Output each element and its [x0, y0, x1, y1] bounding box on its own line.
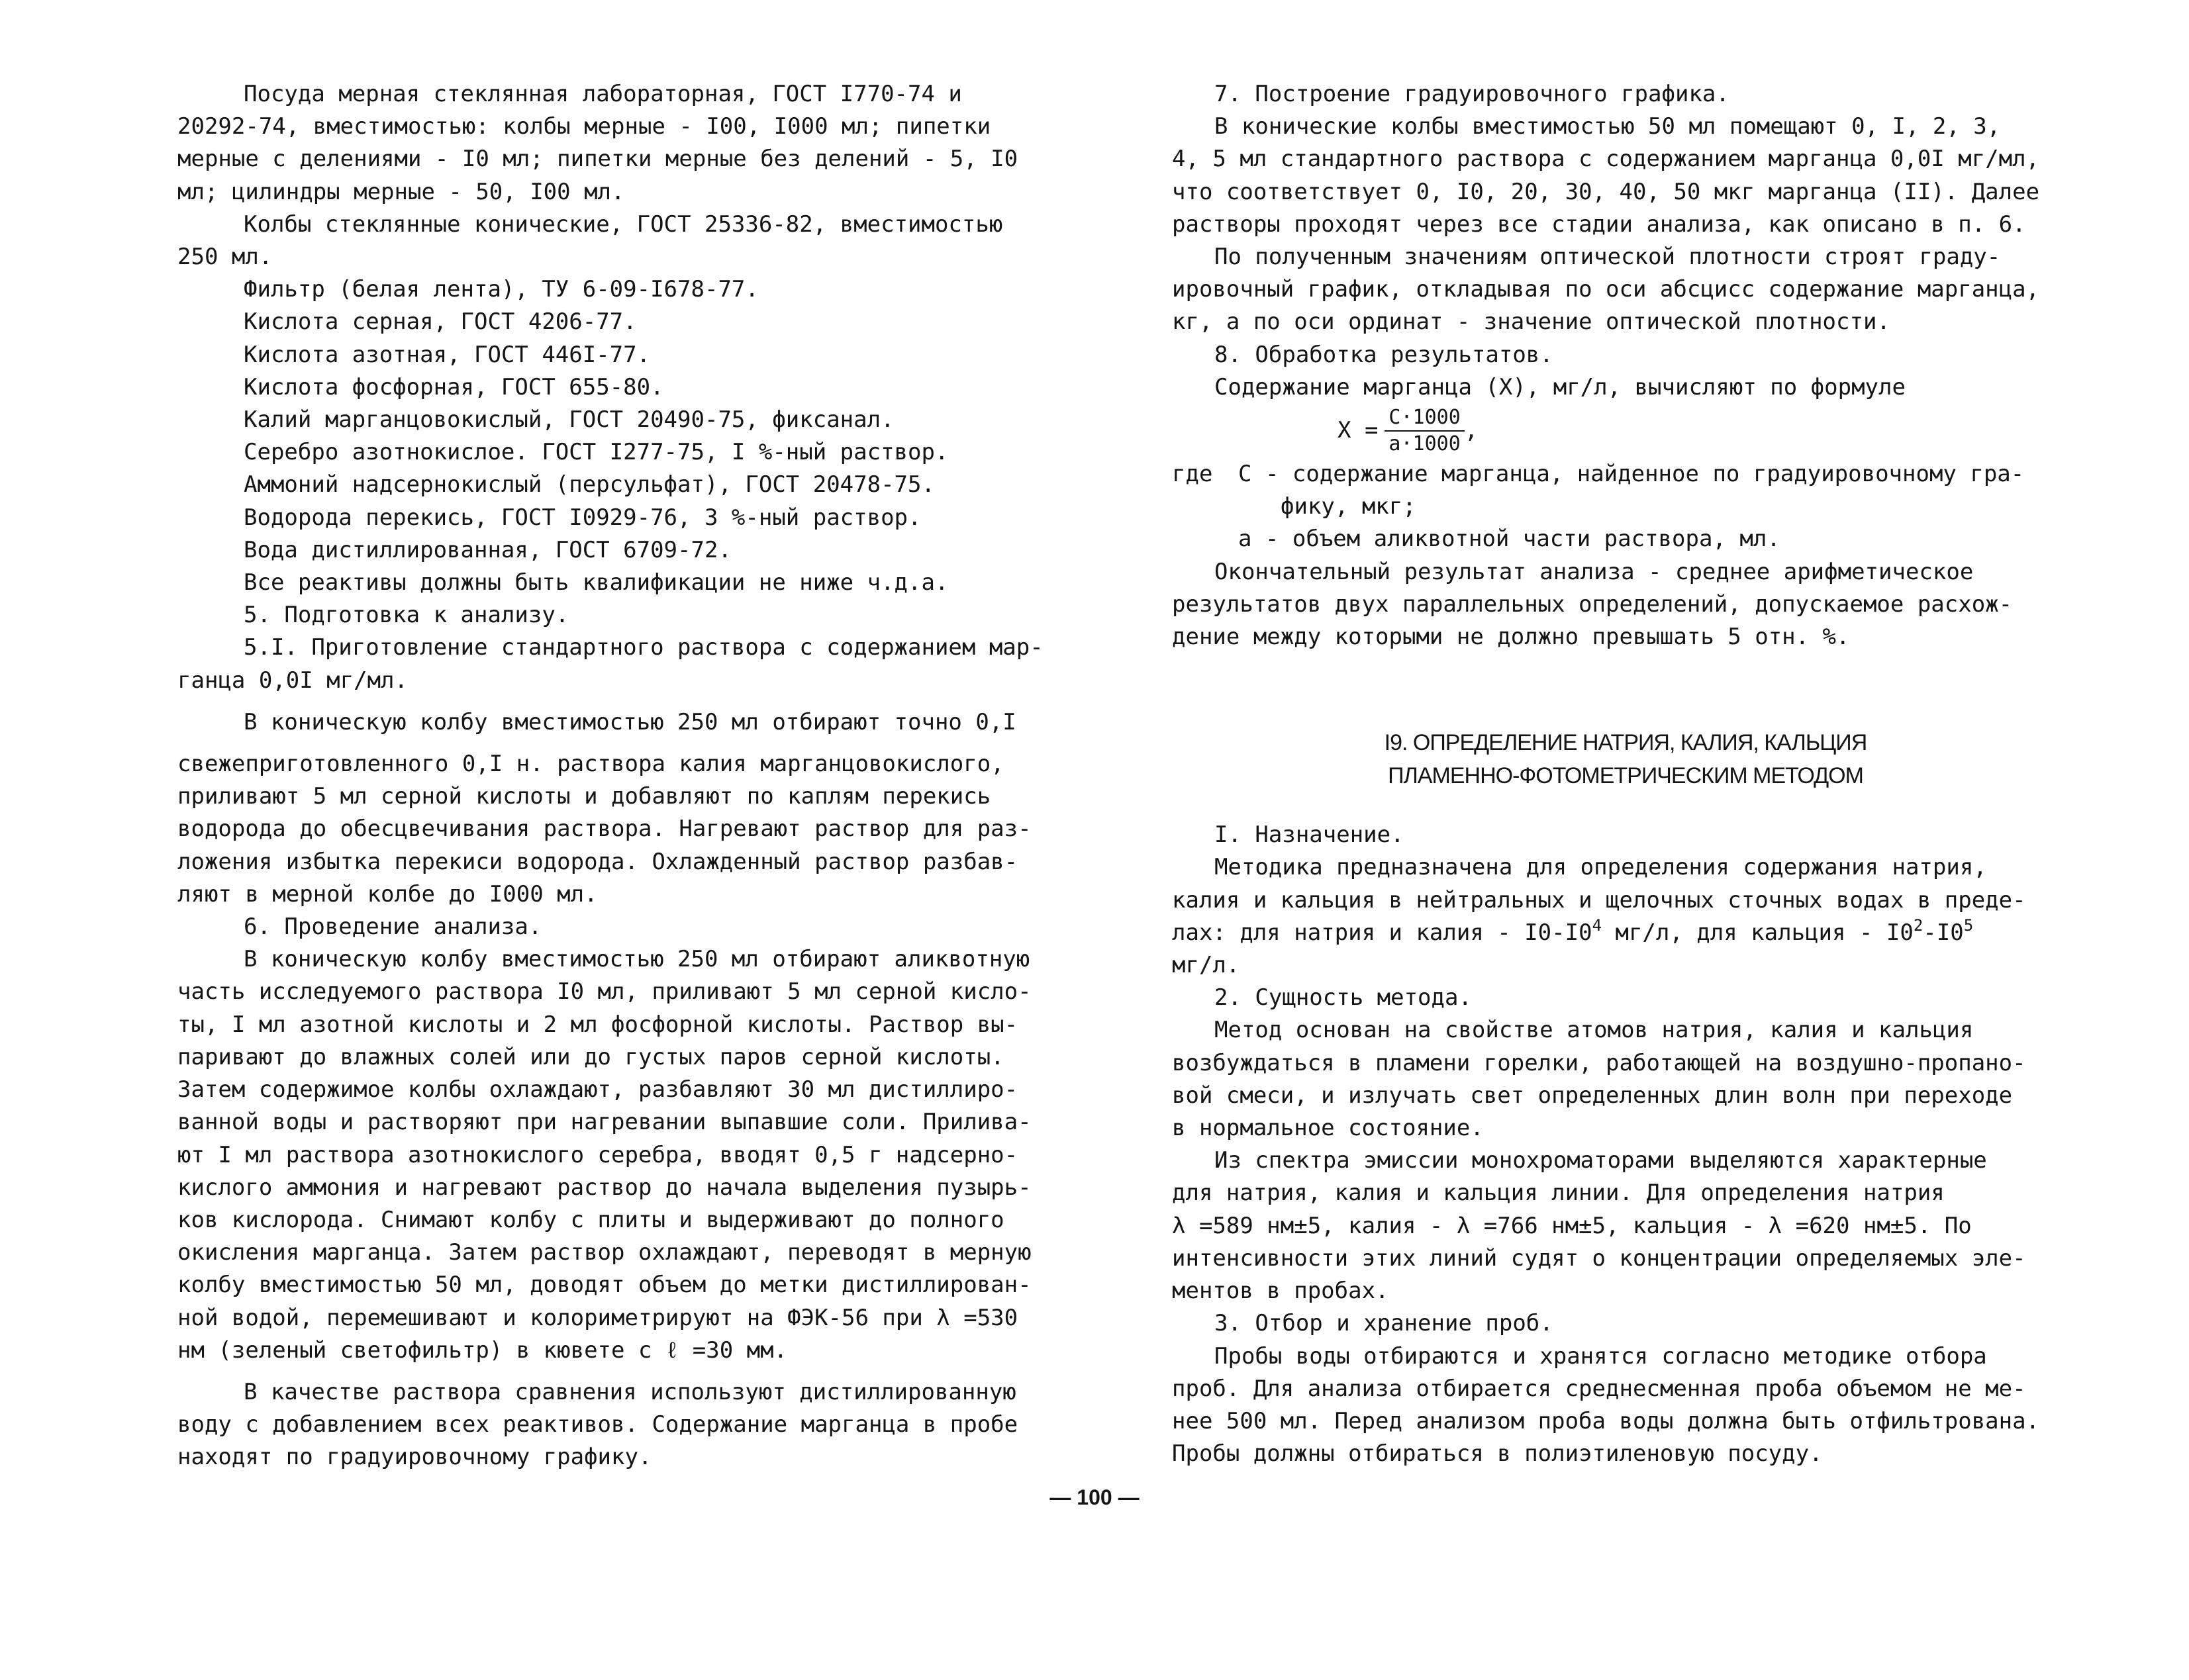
text-line: растворы проходят через все стадии анализа, как описано в п. 6.: [1172, 210, 2026, 238]
section-heading: 6. Проведение анализа.: [244, 913, 542, 941]
where-c-line: С - содержание марганца, найденное по градуировочному гра-: [1238, 461, 2025, 488]
text-line: В конические колбы вместимостью 50 мл помещают 0, I, 2, 3,: [1214, 113, 2001, 140]
text-line: в нормальное состояние.: [1172, 1115, 1484, 1142]
subsection-heading: 5.I. Приготовление стандартного раствора с содержанием мар-: [244, 634, 1044, 661]
text-line: Вода дистиллированная, ГОСТ 6709-72.: [244, 536, 732, 563]
text-line: Пробы воды отбираются и хранятся согласно методике отбора: [1214, 1342, 1987, 1370]
text-line: Затем содержимое колбы охлаждают, разбавляют 30 мл дистиллиро-: [177, 1076, 1018, 1103]
text-line: Серебро азотнокислое. ГОСТ I277-75, I %-ный раствор.: [244, 439, 949, 466]
formula: [1338, 404, 2079, 458]
text-line: мл; цилиндры мерные - 50, I00 мл.: [177, 178, 625, 205]
section-title-line-2: ПЛАМЕННО-ФОТОМЕТРИЧЕСКИМ МЕТОДОМ: [1388, 763, 1863, 789]
text-line: Все реактивы должны быть квалификации не ниже ч.д.а.: [244, 569, 949, 596]
text-line: Содержание марганца (X), мг/л, вычисляют по формуле: [1214, 373, 1906, 400]
text-line: Калий марганцовокислый, ГОСТ 20490-75, фиксанал.: [244, 406, 895, 434]
formula-tail: ,: [1464, 417, 1479, 444]
formula-lhs: X =: [1338, 417, 1379, 444]
text-fragment: -I0: [1923, 919, 1964, 946]
where-definitions: [1238, 458, 2079, 556]
text-line: ложения избытка перекиси водорода. Охлажденный раствор разбав-: [177, 848, 1018, 875]
formula-numerator: C·1000: [1385, 405, 1464, 432]
text-fragment: лах: для натрия и калия - I0-I0: [1172, 919, 1592, 946]
text-line: ганца 0,0I мг/мл.: [177, 667, 408, 694]
text-line: приливают 5 мл серной кислоты и добавляют по каплям перекись: [177, 783, 991, 810]
exponent: 5: [1963, 915, 1974, 935]
text-line: ты, I мл азотной кислоты и 2 мл фосфорной кислоты. Раствор вы-: [177, 1011, 1018, 1038]
text-line: В качестве раствора сравнения используют дистиллированную: [244, 1378, 1016, 1405]
text-line: свежеприготовленного 0,I н. раствора калия марганцовокислого,: [177, 751, 1004, 778]
section-heading: 3. Отбор и хранение проб.: [1214, 1310, 1553, 1337]
text-line: результатов двух параллельных определений, допускаемое расхож-: [1172, 590, 2013, 618]
text-line: Колбы стеклянные конические, ГОСТ 25336-82, вместимостью: [244, 210, 1003, 238]
text-line: кислого аммония и нагревают раствор до начала выделения пузырь-: [177, 1174, 1032, 1201]
section-title: [1172, 726, 2079, 792]
page-number: — 100 —: [1049, 1485, 1140, 1509]
section-heading: 8. Обработка результатов.: [1214, 341, 1553, 368]
exponent: 4: [1592, 915, 1602, 935]
text-line: ментов в пробах.: [1172, 1278, 1389, 1305]
text-line: ют I мл раствора азотнокислого серебра, вводят 0,5 г надсерно-: [177, 1141, 1018, 1168]
text-line: λ =589 нм±5, калия - λ =766 нм±5, кальция - λ =620 нм±5. По: [1172, 1212, 1972, 1239]
section-heading: 2. Сущность метода.: [1214, 984, 1472, 1011]
where-label: где: [1172, 461, 1213, 488]
text-line: Аммоний надсернокислый (персульфат), ГОСТ 20478-75.: [244, 471, 935, 498]
right-page: [1172, 78, 2079, 1470]
text-line: ков кислорода. Снимают колбу с плиты и выдерживают до полного: [177, 1206, 1004, 1233]
text-line: Кислота серная, ГОСТ 4206-77.: [244, 308, 637, 336]
text-line: 20292-74, вместимостью: колбы мерные - I00, I000 мл; пипетки: [177, 113, 991, 140]
text-line: водорода до обесцвечивания раствора. Нагревают раствор для раз-: [177, 816, 1032, 843]
text-line: Водорода перекись, ГОСТ I0929-76, 3 %-ный раствор.: [244, 504, 922, 531]
text-line: Кислота азотная, ГОСТ 446I-77.: [244, 341, 651, 368]
text-line: Посуда мерная стеклянная лабораторная, ГОСТ I770-74 и: [244, 81, 962, 107]
text-line: возбуждаться в пламени горелки, работающей на воздушно-пропано-: [1172, 1049, 2026, 1076]
where-block: [1172, 458, 2079, 556]
text-line: нее 500 мл. Перед анализом проба воды должна быть отфильтрована.: [1172, 1407, 2040, 1434]
where-a-line: а - объем аликвотной части раствора, мл.: [1238, 526, 1780, 553]
text-line: интенсивности этих линий судят о концентрации определяемых эле-: [1172, 1244, 2026, 1272]
text-line: часть исследуемого раствора I0 мл, приливают 5 мл серной кисло-: [177, 978, 1032, 1005]
text-line: ванной воды и растворяют при нагревании выпавшие соли. Прилива-: [177, 1109, 1032, 1136]
text-line: мг/л.: [1172, 952, 1240, 979]
section-title-line-1: I9. ОПРЕДЕЛЕНИЕ НАТРИЯ, КАЛИЯ, КАЛЬЦИЯ: [1384, 730, 1867, 756]
text-line: колбу вместимостью 50 мл, доводят объем до метки дистиллирован-: [177, 1272, 1032, 1299]
text-fragment: мг/л, для кальция - I0: [1602, 919, 1914, 946]
where-c-line: фику, мкг;: [1281, 493, 1416, 520]
text-line: калия и кальция в нейтральных и щелочных сточных водах в преде-: [1172, 886, 2026, 913]
text-line: Окончательный результат анализа - среднее арифметическое: [1214, 558, 1974, 585]
text-line: Фильтр (белая лента), ТУ 6-09-I678-77.: [244, 276, 759, 303]
text-line: Метод основан на свойстве атомов натрия, калия и кальция: [1214, 1017, 1974, 1044]
section-heading: 5. Подготовка к анализу.: [244, 602, 569, 629]
text-line: кг, а по оси ординат - значение оптической плотности.: [1172, 308, 1890, 336]
text-line: вой смеси, и излучать свет определенных длин волн при переходе: [1172, 1082, 2013, 1109]
text-line: В коническую колбу вместимостью 250 мл отбирают аликвотную: [244, 946, 1030, 973]
text-line: проб. Для анализа отбирается среднесменная проба объемом не ме-: [1172, 1375, 2026, 1402]
text-line: В коническую колбу вместимостью 250 мл отбирают точно 0,I: [244, 708, 1016, 735]
text-line: нм (зеленый светофильтр) в кювете с ℓ =30 мм.: [177, 1336, 788, 1364]
text-line: 4, 5 мл стандартного раствора с содержанием марганца 0,0I мг/мл,: [1172, 146, 2040, 173]
text-line: Кислота фосфорная, ГОСТ 655-80.: [244, 373, 664, 400]
text-line: ной водой, перемешивают и колориметрируют на ФЭК-56 при λ =530: [177, 1304, 1018, 1331]
text-line: 250 мл.: [177, 244, 273, 271]
text-line: мерные с делениями - I0 мл; пипетки мерные без делений - 5, I0: [177, 146, 1018, 173]
text-line: воду с добавлением всех реактивов. Содержание марганца в пробе: [177, 1411, 1018, 1438]
text-line: находят по градуировочному графику.: [177, 1444, 652, 1471]
text-line: Методика предназначена для определения содержания натрия,: [1214, 854, 1987, 881]
section-heading: 7. Построение градуировочного графика.: [1214, 81, 1729, 107]
text-line: ляют в мерной колбе до I000 мл.: [177, 880, 598, 908]
text-line: для натрия, калия и кальция линии. Для определения натрия: [1172, 1180, 1945, 1207]
left-page: [177, 78, 1085, 1474]
exponent: 2: [1913, 915, 1923, 935]
text-line-with-exponents: [1172, 917, 2079, 949]
text-line: По полученным значениям оптической плотности строят граду-: [1214, 244, 2001, 271]
formula-denominator: a·1000: [1388, 432, 1461, 456]
text-line: паривают до влажных солей или до густых паров серной кислоты.: [177, 1043, 1004, 1070]
text-line: ировочный график, откладывая по оси абсцисс содержание марганца,: [1172, 276, 2040, 303]
text-line: окисления марганца. Затем раствор охлаждают, переводят в мерную: [177, 1239, 1032, 1266]
text-line: Пробы должны отбираться в полиэтиленовую посуду.: [1172, 1440, 1823, 1468]
text-line: что соответствует 0, I0, 20, 30, 40, 50 мкг марганца (II). Далее: [1172, 178, 2040, 205]
section-heading: I. Назначение.: [1214, 821, 1404, 849]
text-line: дение между которыми не должно превышать 5 отн. %.: [1172, 624, 1850, 651]
formula-fraction: [1385, 405, 1464, 457]
text-line: Из спектра эмиссии монохроматорами выделяются характерные: [1214, 1147, 1987, 1174]
